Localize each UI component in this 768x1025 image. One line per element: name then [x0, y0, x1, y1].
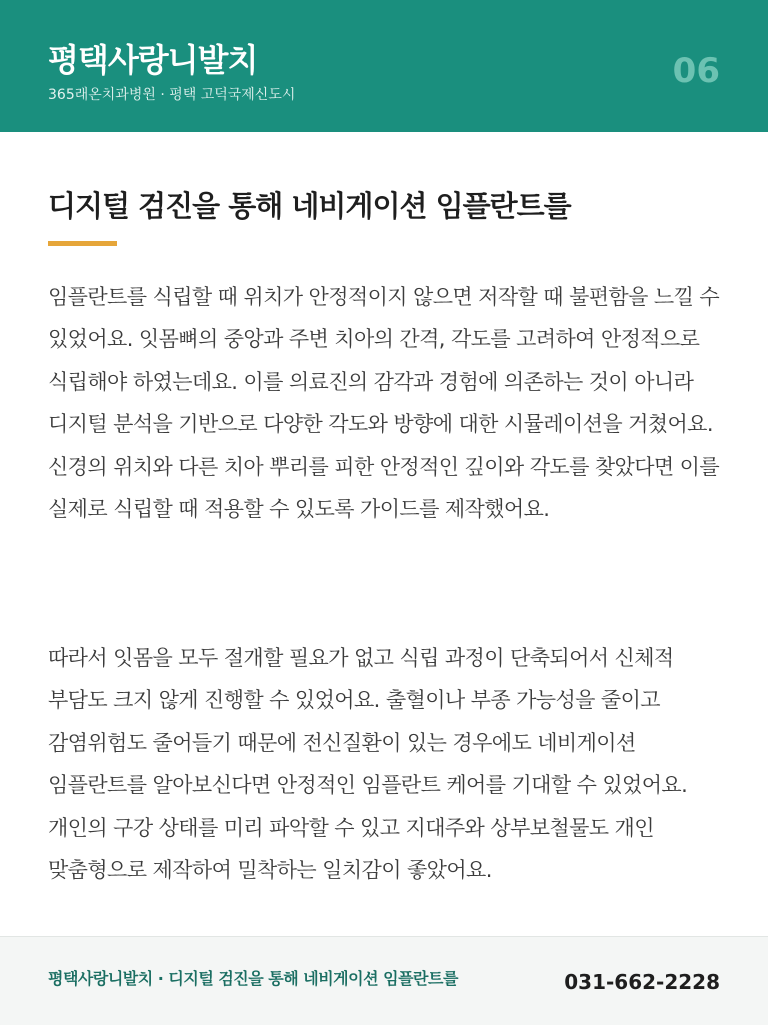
title-accent-bar — [48, 241, 117, 246]
article-paragraph-1: 임플란트를 식립할 때 위치가 안정적이지 않으면 저작할 때 불편함을 느낄 수 있었어요. 잇몸뼈의 중앙과 주변 치아의 간격, 각도를 고려하여 안정적으로 식립해야 하였는데요. 이를 의료진의 감각과 경험에 의존하는 것이 아니라 디지털 분석을 기반으로 다양한 각도와 방향에 대한 시뮬레이션을 거쳤어요. 신경의 위치와 다른 치아 뿌리를 피한 안정적인 깊이와 각도를 찾았다면 이를 실제로 식립할 때 적용할 수 있도록 가이드를 제작했어요. — [48, 285, 720, 522]
brand-subtitle: 365래온치과병원 · 평택 고덕국제신도시 — [48, 87, 296, 103]
article-paragraph-2: 따라서 잇몸을 모두 절개할 필요가 없고 식립 과정이 단축되어서 신체적 부담도 크지 않게 진행할 수 있었어요. 출혈이나 부종 가능성을 줄이고 감염위험도 줄어들기 때문에 전신질환이 있는 경우에도 네비게이션 임플란트를 알아보신다면 안정적인 임플란트 케어를 기대할 수 있었어요. 개인의 구강 상태를 미리 파악할 수 있고 지대주와 상부보철물도 개인 맞춤형으로 제작하여 밀착하는 일치감이 좋았어요. — [48, 646, 688, 883]
footer-caption: 평택사랑니발치 · 디지털 검진을 통해 네비게이션 임플란트를 — [48, 969, 458, 988]
page-number: 06 — [672, 51, 720, 91]
footer-phone-number: 031-662-2228 — [564, 970, 720, 994]
page-header — [0, 0, 768, 132]
page-footer — [0, 936, 768, 1025]
article-title: 디지털 검진을 통해 네비게이션 임플란트를 — [48, 189, 571, 223]
brand-title: 평택사랑니발치 — [48, 41, 258, 79]
